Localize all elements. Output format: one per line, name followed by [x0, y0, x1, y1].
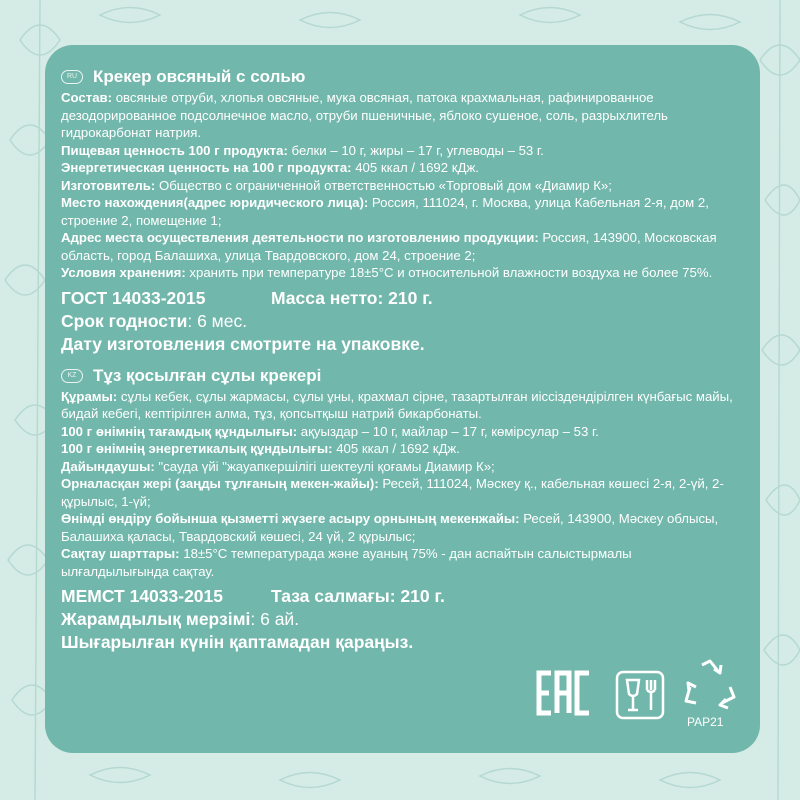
ru-nutrition: Пищевая ценность 100 г продукта: белки – 10 г, жиры – 17 г, углеводы – 53 г.: [61, 142, 544, 158]
kz-production-address: Өнімді өндіру бойынша қызметті жүзеге асыру орнының мекенжайы: Ресей, 143900, Мәскеу облысы, Балашиха қаласы, Твардовский көшесі, 24 үй, 2 құрылыс;: [61, 511, 719, 544]
kz-language-badge: KZ: [61, 369, 83, 383]
kz-header: [61, 366, 742, 386]
ru-production-address: Адрес места осуществления деятельности по изготовлению продукции: Россия, 143900, Московская область, город Балашиха, улица Твардовского, дом 24, строение 2;: [61, 230, 717, 263]
recycle-code: PAP21: [687, 715, 724, 729]
recycle-icon: [680, 657, 740, 713]
ru-storage: Условия хранения: хранить при температуре 18±5°С и относительной влажности воздуха не более 75%.: [61, 265, 713, 280]
kz-energy: 100 г өнімнің энергетикалық құндылығы: 405 ккал / 1692 кДж.: [61, 441, 460, 456]
kz-manufacturer: Дайындаушы: "сауда үйі "жауапкершілігі шектеулі қоғамы Диамир К»;: [61, 458, 495, 474]
ru-date-note: Дату изготовления смотрите на упаковке.: [61, 333, 425, 354]
label-panel: [45, 45, 760, 753]
kz-nutrition: 100 г өнімнің тағамдық құндылығы: ақуыздар – 10 г, майлар – 17 г, көмірсулар – 53 г.: [61, 423, 599, 439]
ru-shelf-life: Срок годности: 6 мес.: [61, 310, 248, 331]
kz-product-title: Тұз қосылған сұлы крекері: [93, 365, 322, 385]
ru-composition: Состав: овсяные отруби, хлопья овсяные, мука овсяная, патока крахмальная, рафинированное дезодорированное подсолнечное масло, отруби пшеничные, яблоко сушеное, соль, разрыхлитель гидрокарбонат натрия.: [61, 90, 668, 140]
kz-gost: МЕМСТ 14033-2015: [61, 586, 224, 606]
eac-icon: [535, 669, 595, 717]
glass-fork-icon: [615, 670, 665, 720]
ru-location: Место нахождения(адрес юридического лица): Россия, 111024, г. Москва, улица Кабельная 2-я, дом 2, строение 2, помещение 1;: [61, 195, 709, 228]
kz-shelf-life: Жарамдылық мерзімі: 6 ай.: [61, 609, 300, 629]
kz-mass: Таза салмағы: 210 г.: [271, 586, 445, 606]
kz-location: Орналасқан жері (заңды тұлғаның мекен-жайы): Ресей, 111024, Мәскеу қ., кабельная көшесі 2-я, 2-үй, 2-құрылыс, 1-үй;: [61, 476, 724, 509]
ru-mass: Масса нетто: 210 г.: [271, 287, 433, 308]
kz-storage: Сақтау шарттары: 18±5°С температурада және ауаның 75% - дан аспайтын салыстырмалы ылғалдылығында сақтау.: [61, 546, 632, 579]
kz-date-note: Шығарылған күнін қаптамадан қараңыз.: [61, 632, 414, 652]
ru-header: [61, 67, 742, 87]
kz-gost-mass-row: [61, 585, 742, 608]
ru-product-title: Крекер овсяный с солью: [93, 67, 306, 86]
ru-gost-mass-row: [61, 287, 742, 310]
ru-energy: Энергетическая ценность на 100 г продукта: 405 ккал / 1692 кДж.: [61, 160, 479, 175]
ru-manufacturer: Изготовитель: Общество с ограниченной ответственностью «Торговый дом «Диамир К»;: [61, 177, 612, 193]
kz-composition: Құрамы: сұлы кебек, сұлы жармасы, сұлы ұны, крахмал сірне, тазартылған иіссіздендірілген күнбағыс майы, бидай кебегі, кептірілген алма, тұз, қопсытқыш натрий бикарбонаты.: [61, 388, 733, 421]
ru-gost: ГОСТ 14033-2015: [61, 287, 206, 308]
ru-language-badge: RU: [61, 70, 83, 84]
